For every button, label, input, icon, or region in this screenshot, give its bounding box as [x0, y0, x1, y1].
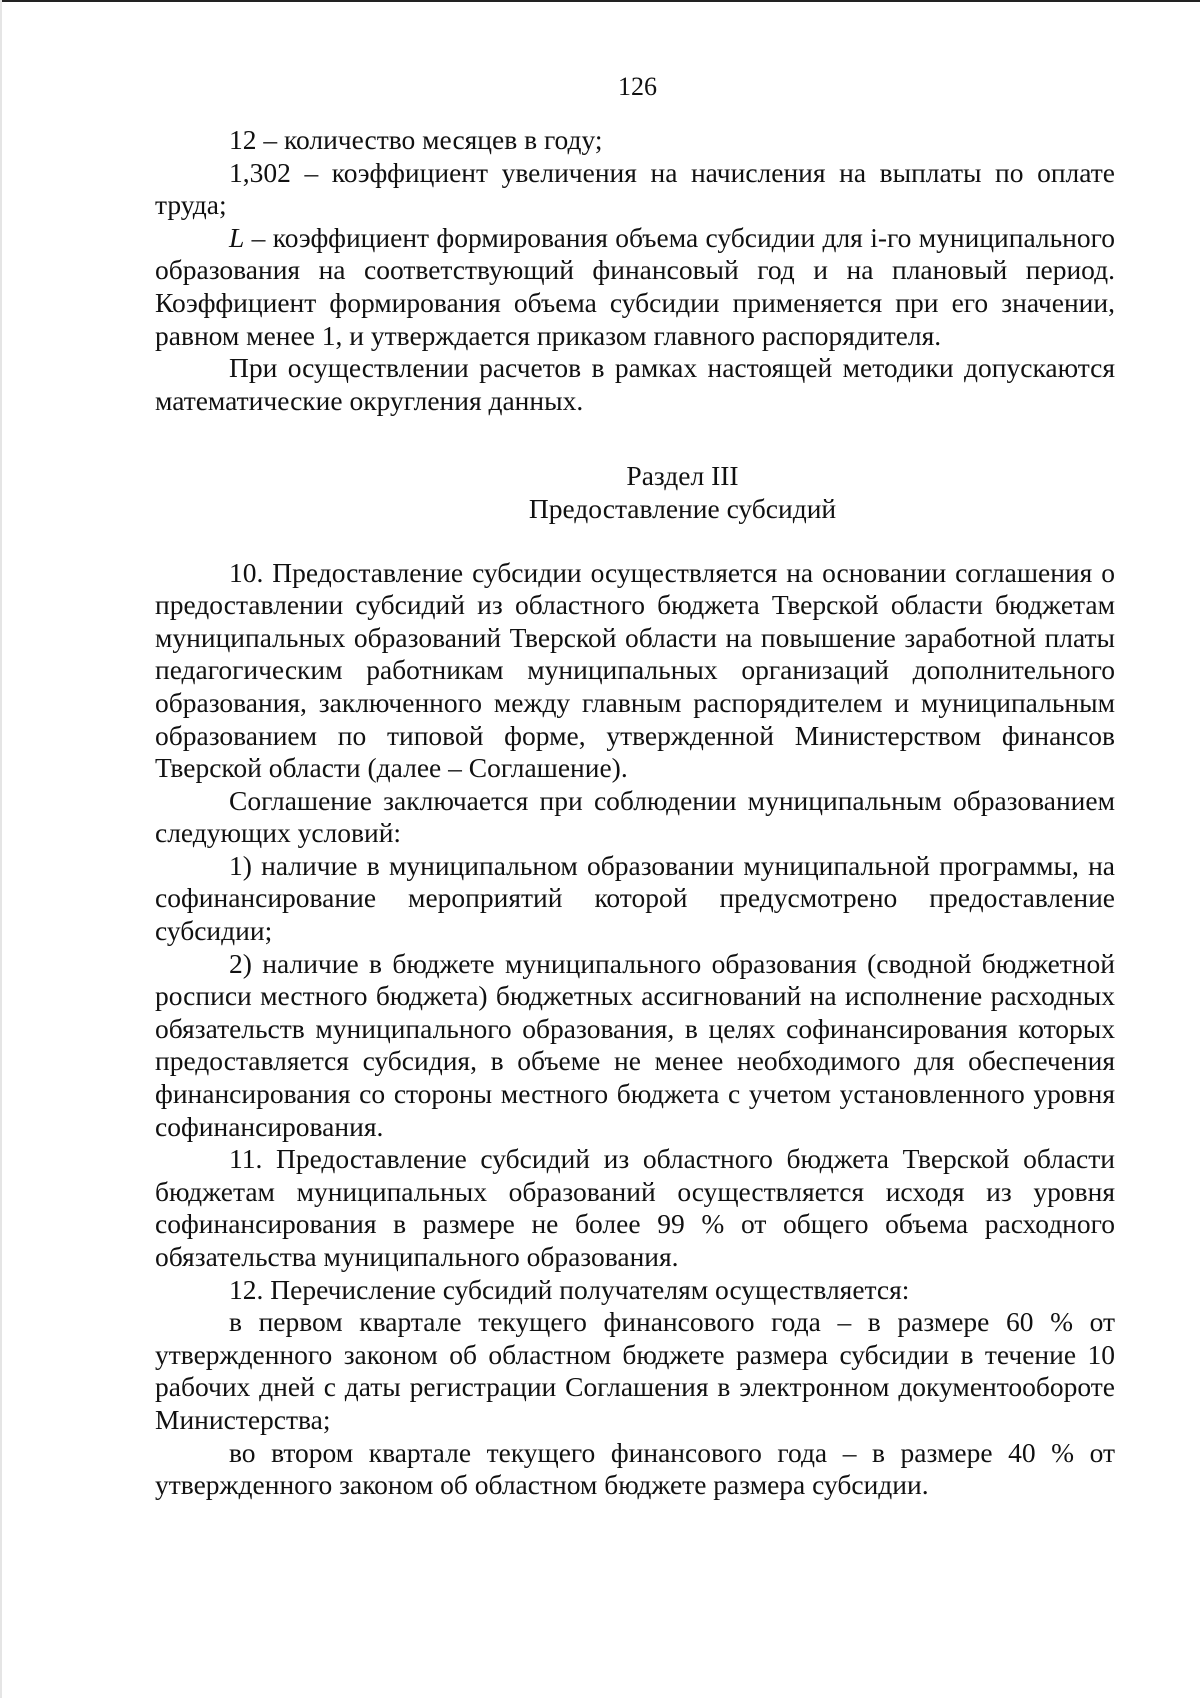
paragraph-agreement-conditions: Соглашение заключается при соблюдении муниципальным образованием следующих условий: [155, 784, 1115, 849]
paragraph-item-11: 11. Предоставление субсидий из областного бюджета Тверской области бюджетам муниципальных образований осуществляется исходя из уровня софинансирования в размере не более 99 % от общего объема расходного обязательства муниципального образования. [155, 1143, 1115, 1272]
paragraph-months: 12 – количество месяцев в году; [229, 124, 603, 155]
paragraph-item-10: 10. Предоставление субсидии осуществляется на основании соглашения о предоставлении субсидий из областного бюджета Тверской области бюджетам муниципальных образований Тверской области на повышение заработной платы педагогическим работникам муниципальных организаций дополнительного образования, заключенного между главным распорядителем и муниципальным образованием по типовой форме, утвержденной Министерством финансов Тверской области (далее – Соглашение). [155, 556, 1115, 784]
scan-left-edge [0, 0, 2, 1698]
paragraph-item-12: 12. Перечисление субсидий получателям осуществляется: [229, 1273, 910, 1305]
document-body [155, 124, 1115, 1502]
paragraph-coefficient-1302: 1,302 – коэффициент увеличения на начисления на выплаты по оплате труда; [155, 156, 1115, 221]
l-description: – коэффициент формирования объема субсидии для i-го муниципального образования на соответствующий финансовый год и на плановый период. Коэффициент формирования объема субсидии применяется при его значении, равном менее 1, и утверждается приказом главного распорядителя. [155, 221, 1115, 351]
paragraph-condition-1: 1) наличие в муниципальном образовании муниципальной программы, на софинансирование мероприятий которой предусмотрено предоставление субсидии; [155, 849, 1115, 947]
paragraph-rounding: При осуществлении расчетов в рамках настоящей методики допускаются математические округления данных. [155, 352, 1115, 416]
paragraph-second-quarter: во втором квартале текущего финансового года – в размере 40 % от утвержденного законом об областном бюджете размера субсидии. [155, 1436, 1115, 1501]
paragraph-first-quarter: в первом квартале текущего финансового года – в размере 60 % от утвержденного законом об областном бюджете размера субсидии в течение 10 рабочих дней с даты регистрации Соглашения в электронном документообороте Министерства; [155, 1306, 1115, 1435]
page-number: 126 [618, 72, 657, 101]
l-symbol: L [229, 221, 245, 253]
paragraph-condition-2: 2) наличие в бюджете муниципального образования (сводной бюджетной росписи местного бюджета) бюджетных ассигнований на исполнение расходных обязательств муниципального образования, в целях софинансирования которых предоставляется субсидия, в объеме не менее необходимого для обеспечения финансирования со стороны местного бюджета с учетом установленного уровня софинансирования. [155, 947, 1115, 1142]
section-number: Раздел III [626, 460, 739, 492]
section-title: Предоставление субсидий [528, 492, 837, 524]
paragraph-coefficient-l [155, 222, 1115, 352]
scan-top-edge [0, 0, 1200, 2]
